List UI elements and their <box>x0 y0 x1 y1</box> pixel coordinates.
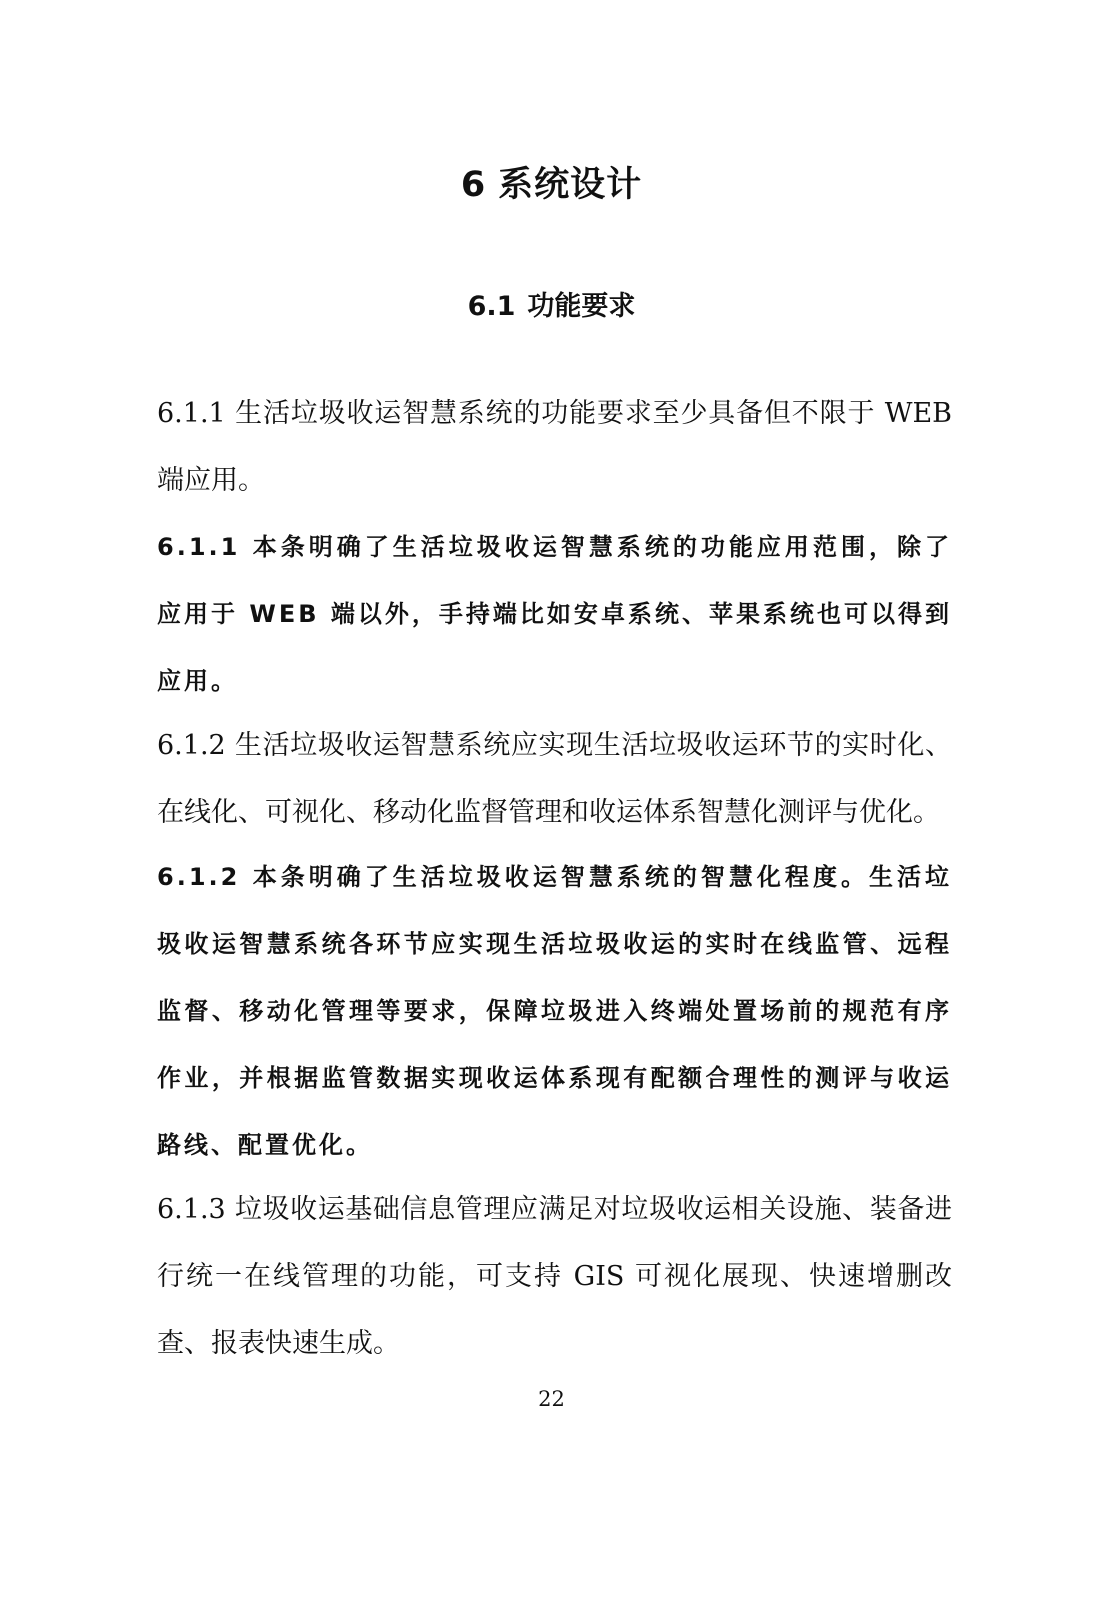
section-title-text: 功能要求 <box>527 291 636 322</box>
section-title <box>0 285 1103 329</box>
section-number: 6.1 <box>467 291 516 322</box>
chapter-title-text: 系统设计 <box>498 165 643 205</box>
clause-6-1-2: 6.1.2 生活垃圾收运智慧系统应实现生活垃圾收运环节的实时化、在线化、可视化、移动化监督管理和收运体系智慧化测评与优化。 <box>157 730 952 828</box>
commentary-6-1-1: 6.1.1 本条明确了生活垃圾收运智慧系统的功能应用范围，除了应用于 WEB 端以外，手持端比如安卓系统、苹果系统也可以得到应用。 <box>157 533 952 695</box>
clause-6-1-1: 6.1.1 生活垃圾收运智慧系统的功能要求至少具备但不限于 WEB 端应用。 <box>157 398 952 496</box>
clause-6-1-3: 6.1.3 垃圾收运基础信息管理应满足对垃圾收运相关设施、装备进行统一在线管理的功能，可支持 GIS 可视化展现、快速增删改查、报表快速生成。 <box>157 1194 952 1359</box>
page-number: 22 <box>538 1387 565 1411</box>
commentary-6-1-2: 6.1.2 本条明确了生活垃圾收运智慧系统的智慧化程度。生活垃圾收运智慧系统各环节应实现生活垃圾收运的实时在线监管、远程监督、移动化管理等要求，保障垃圾进入终端处置场前的规范有序作业，并根据监管数据实现收运体系现有配额合理性的测评与收运路线、配置优化。 <box>157 863 952 1159</box>
chapter-number: 6 <box>460 165 487 205</box>
chapter-title <box>0 160 1103 210</box>
